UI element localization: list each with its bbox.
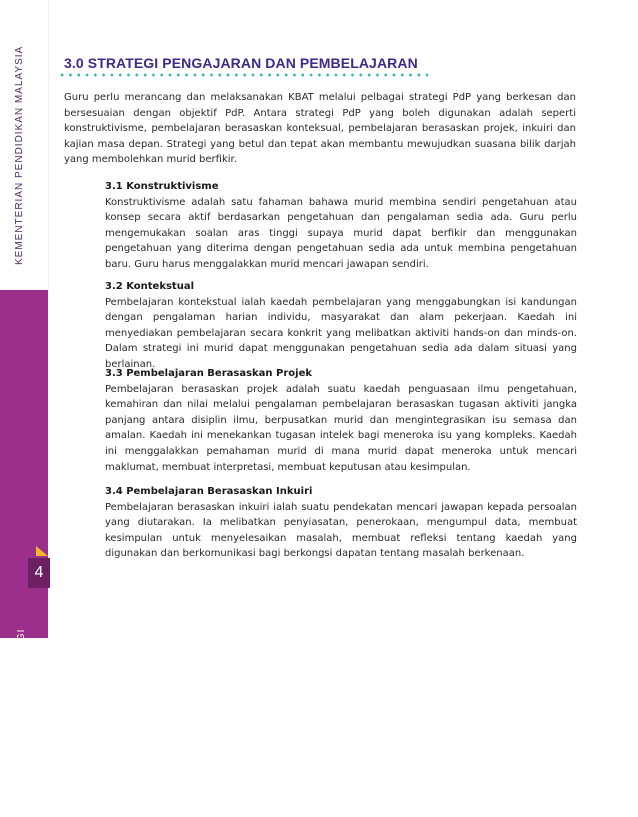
subsection-inkuiri: [105, 484, 577, 562]
subsection-kontekstual: [105, 279, 577, 373]
subsection-konstruktivisme: [105, 179, 577, 273]
subsection-projek: [105, 366, 577, 475]
subsection-title: 3.1 Konstruktivisme: [105, 181, 219, 192]
subsection-title: 3.3 Pembelajaran Berasaskan Projek: [105, 368, 313, 379]
page-number: 4: [28, 558, 50, 588]
ministry-label: KEMENTERIAN PENDIDIKAN MALAYSIA: [14, 45, 25, 265]
sidebar-top-band: [0, 0, 49, 290]
subsection-title: 3.2 Kontekstual: [105, 281, 194, 292]
subsection-body: Pembelajaran berasaskan inkuiri ialah suatu pendekatan mencari jawapan kepada persoalan yang diutarakan. Ia melibatkan penyiasatan, penerokaan, mengumpul data, membuat kesimpulan untuk menyelesaikan masalah, membuat refleksi tentang kaedah yang digunakan dan berkomunikasi bagi berkongsi dapatan tentang masalah berkenaan.: [105, 501, 577, 560]
intro-paragraph: Guru perlu merancang dan melaksanakan KBAT melalui pelbagai strategi PdP yang berkesan dan bersesuaian dengan objektif PdP. Antara strategi PdP yang boleh digunakan adalah seperti konstruktivisme, pembelajaran berasaskan konteksual, pembelajaran berasaskan projek, inkuiri dan kajian masa depan. Strategi yang betul dan tepat akan membantu mewujudkan suasana bilik darjah yang membolehkan murid berfikir.: [64, 92, 576, 166]
page-tab-accent: [36, 546, 48, 556]
subsection-body: Konstruktivisme adalah satu fahaman bahawa murid membina sendiri pengetahuan atau konsep secara aktif berdasarkan pengetahuan dan pengalaman sedia ada. Guru perlu mengemukakan soalan aras tinggi supaya murid dapat berfikir dan menggunakan pengetahuan yang diterima dengan pengetahuan sedia ada untuk membina pengetahuan baru. Guru harus menggalakkan murid mencari jawapan sendiri.: [105, 196, 577, 270]
chapter-label: ELEMEN KBAT DALAM PEDAGOGI: [16, 628, 27, 817]
section-heading: 3.0 STRATEGI PENGAJARAN DAN PEMBELAJARAN: [64, 55, 418, 71]
subsection-body: Pembelajaran kontekstual ialah kaedah pembelajaran yang menggabungkan isi kandungan dengan pengalaman harian individu, masyarakat dan alam pekerjaan. Kaedah ini menyediakan pembelajaran secara konkrit yang melibatkan aktiviti hands-on dan minds-on. Dalam strategi ini murid dapat menggunakan pengetahuan sedia ada dalam situasi yang berlainan.: [105, 296, 577, 370]
subsection-title: 3.4 Pembelajaran Berasaskan Inkuiri: [105, 486, 313, 497]
subsection-body: Pembelajaran berasaskan projek adalah suatu kaedah penguasaan ilmu pengetahuan, kemahiran dan nilai melalui pengalaman pembelajaran berasaskan tugasan aktiviti jangka panjang antara disiplin ilmu, berpusatkan murid dan mengintegrasikan isu semasa dan amalan. Kaedah ini menekankan tugasan intelek bagi meneroka isu yang kompleks. Kaedah ini menggalakkan pemahaman murid di mana murid dapat meneroka untuk mencari maklumat, membuat interpretasi, membuat keputusan atau kesimpulan.: [105, 383, 577, 473]
dotted-divider: [58, 73, 428, 77]
